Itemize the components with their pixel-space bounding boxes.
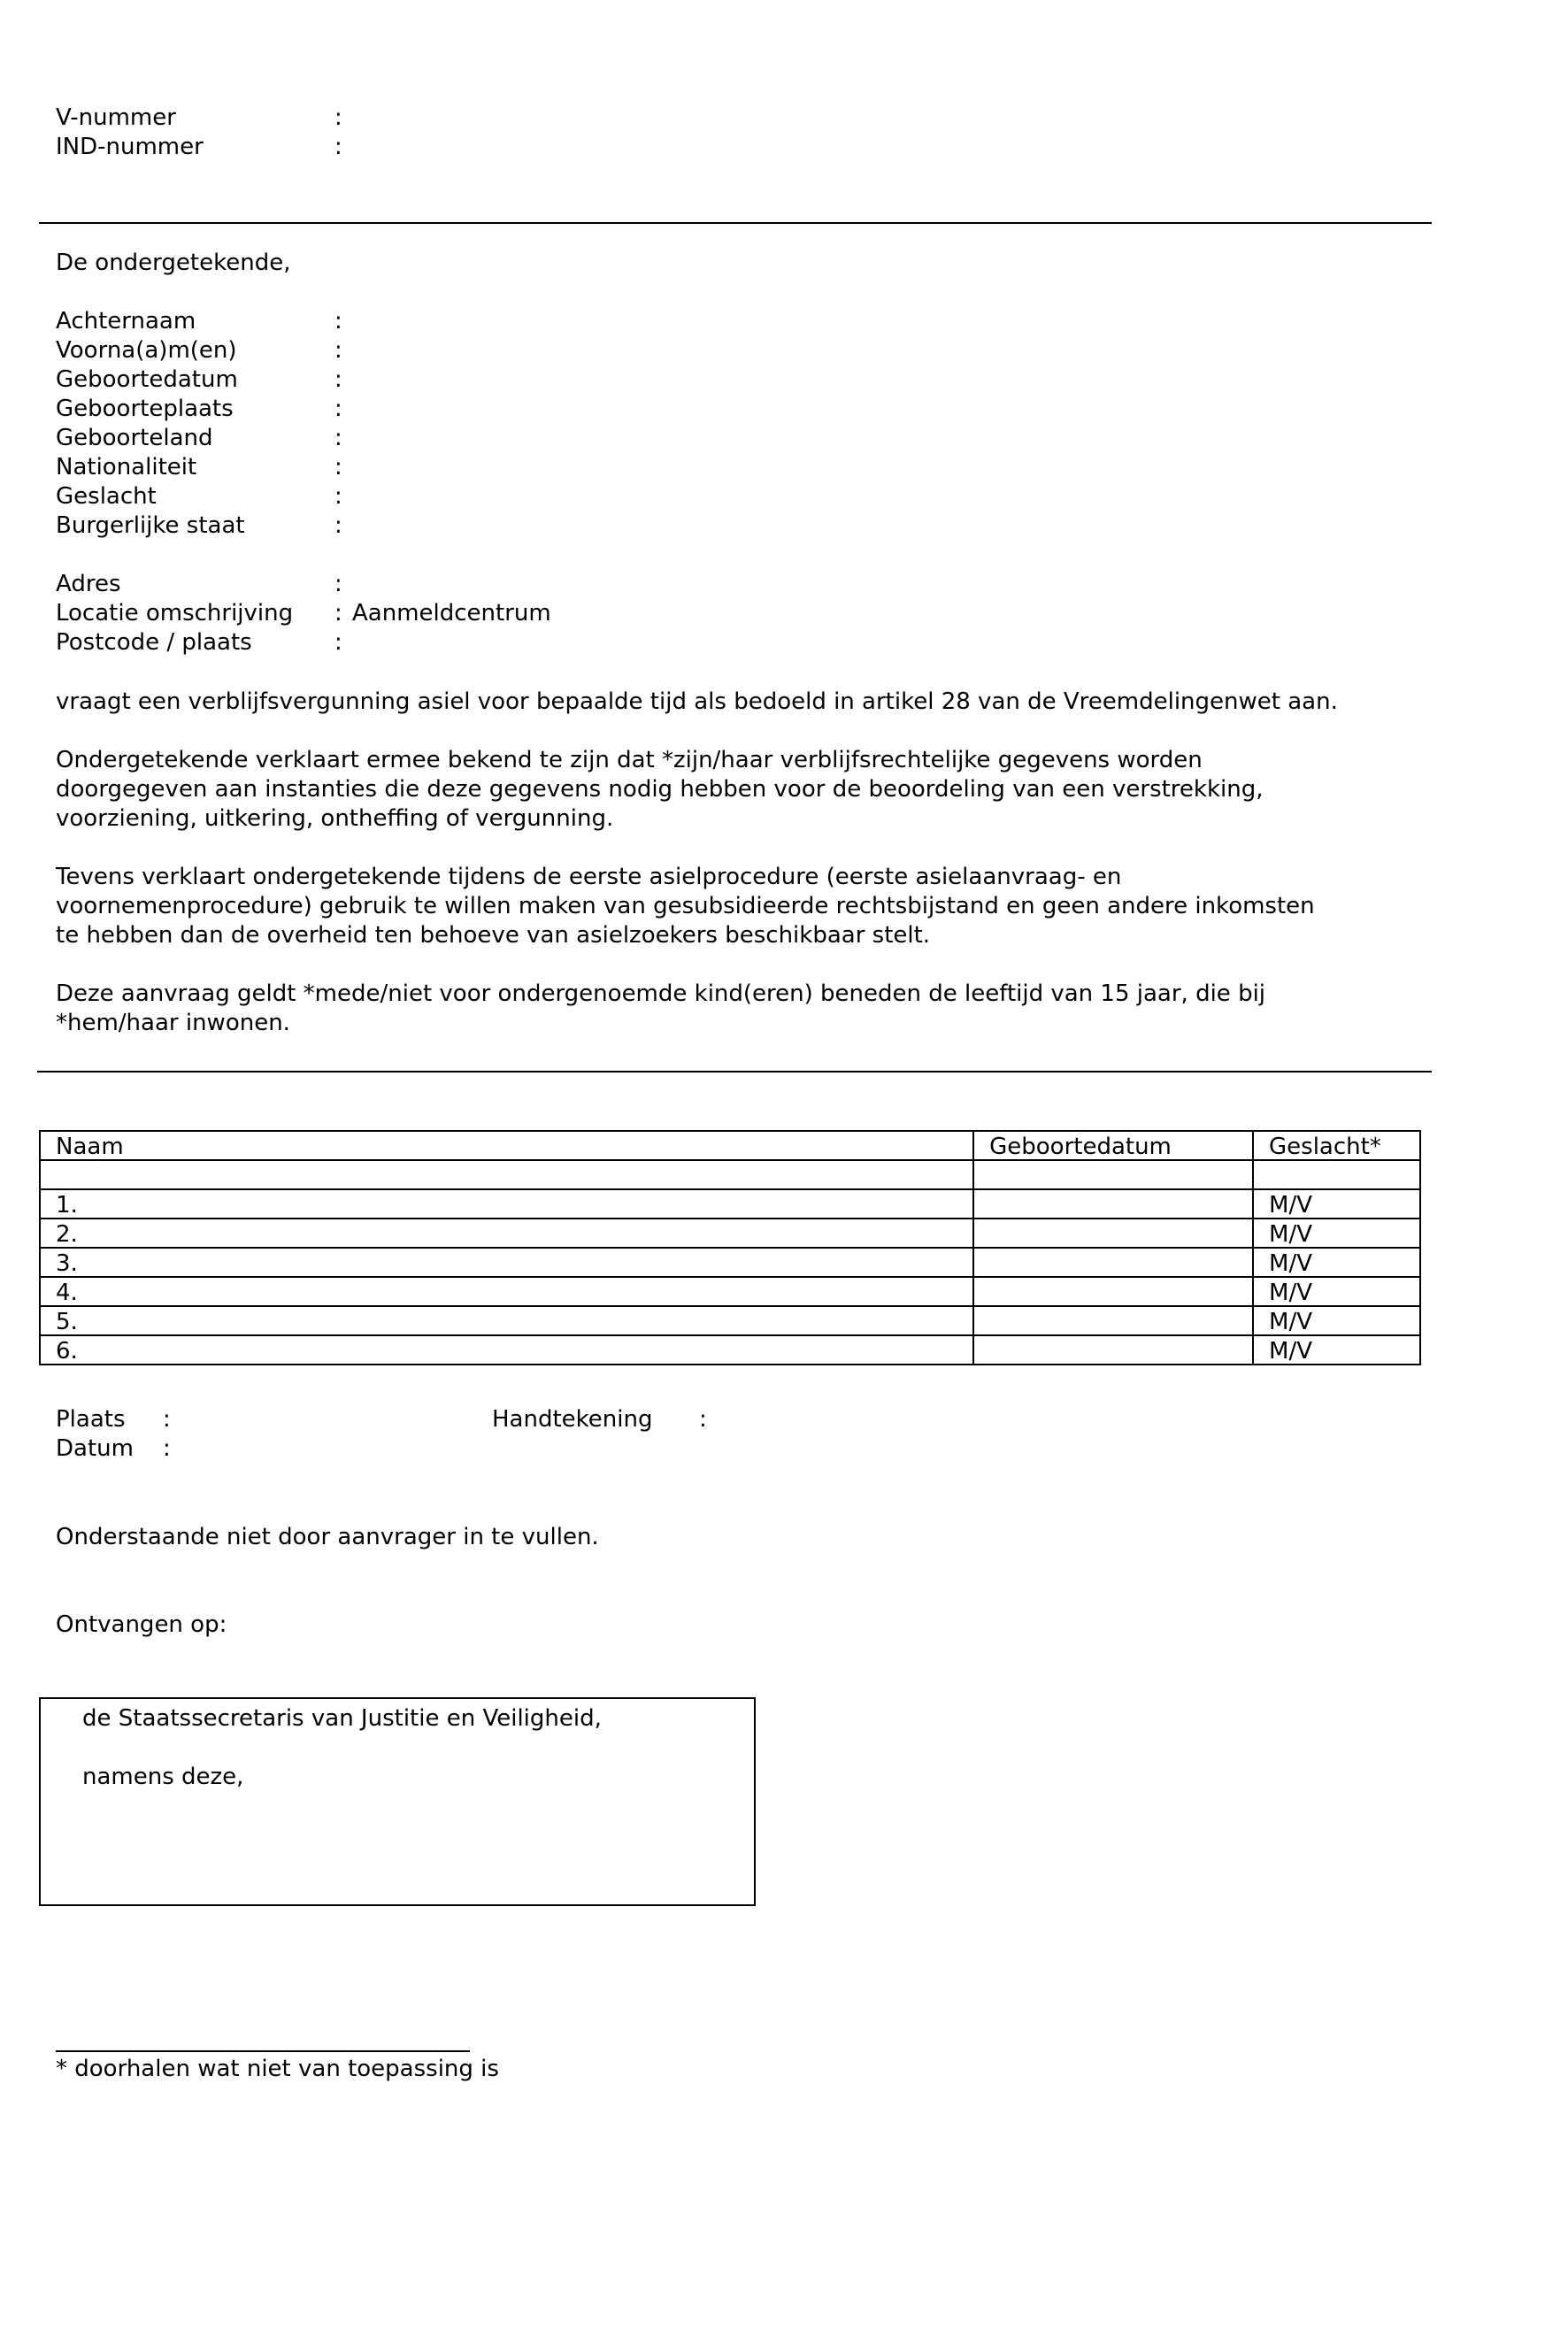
cell-geboortedatum[interactable]	[973, 1335, 1253, 1365]
field-colon: :	[334, 366, 342, 393]
consent-paragraph	[56, 746, 1472, 834]
field-colon: :	[334, 425, 342, 451]
intro-text: De ondergetekende,	[56, 250, 291, 276]
field-label: Postcode / plaats	[56, 629, 252, 656]
field-label: Geslacht	[56, 483, 157, 510]
field-colon: :	[334, 337, 342, 364]
cell-naam[interactable]: 4.	[40, 1277, 973, 1306]
cell-geboortedatum[interactable]	[973, 1248, 1253, 1277]
cell-geboortedatum[interactable]	[973, 1306, 1253, 1335]
children-paragraph	[56, 980, 1472, 1038]
ind-nummer-label: IND-nummer	[56, 134, 204, 160]
official-line-2: namens deze,	[82, 1764, 244, 1790]
field-label: Voorna(a)m(en)	[56, 337, 237, 364]
paragraph-line: Deze aanvraag geldt *mede/niet voor ondergenoemde kind(eren) beneden de leeftijd van 15 jaar, die bij	[56, 980, 1266, 1007]
v-nummer-colon: :	[334, 104, 342, 131]
table-row	[40, 1277, 1420, 1306]
field-colon: :	[334, 396, 342, 422]
footnote: * doorhalen wat niet van toepassing is	[56, 2056, 499, 2082]
field-label: Locatie omschrijving	[56, 600, 294, 627]
handtekening-colon: :	[699, 1406, 707, 1433]
field-colon: :	[334, 512, 342, 539]
plaats-label: Plaats	[56, 1406, 126, 1433]
field-colon: :	[334, 308, 342, 334]
table-row	[40, 1219, 1420, 1248]
field-value: Aanmeldcentrum	[352, 600, 551, 627]
field-colon: :	[334, 454, 342, 481]
field-label: Nationaliteit	[56, 454, 197, 481]
paragraph-line: Ondergetekende verklaart ermee bekend te zijn dat *zijn/haar verblijfsrechtelijke gegevens worden	[56, 747, 1203, 773]
v-nummer-label: V-nummer	[56, 104, 176, 131]
field-label: Achternaam	[56, 308, 196, 334]
field-label: Geboortedatum	[56, 366, 238, 393]
received-label: Ontvangen op:	[56, 1611, 227, 1638]
divider-top	[39, 222, 1432, 224]
cell-geslacht[interactable]: M/V	[1253, 1277, 1420, 1306]
cell-geslacht[interactable]: M/V	[1253, 1335, 1420, 1365]
datum-label: Datum	[56, 1435, 134, 1462]
paragraph-line: doorgegeven aan instanties die deze gegevens nodig hebben voor de beoordeling van een verstrekking,	[56, 776, 1264, 803]
field-colon: :	[334, 629, 342, 656]
paragraph-line: voorziening, uitkering, ontheffing of vergunning.	[56, 805, 614, 832]
field-colon: :	[334, 571, 342, 597]
paragraph-line: te hebben dan de overheid ten behoeve van asielzoekers beschikbaar stelt.	[56, 922, 931, 949]
cell-naam[interactable]: 6.	[40, 1335, 973, 1365]
table-row	[40, 1248, 1420, 1277]
cell-geslacht[interactable]	[1253, 1160, 1420, 1189]
cell-naam[interactable]	[40, 1160, 973, 1189]
cell-geslacht[interactable]: M/V	[1253, 1219, 1420, 1248]
children-table	[39, 1130, 1421, 1365]
cell-geboortedatum[interactable]	[973, 1219, 1253, 1248]
paragraph-line: voornemenprocedure) gebruik te willen maken van gesubsidieerde rechtsbijstand en geen andere inkomsten	[56, 893, 1315, 919]
cell-naam[interactable]: 3.	[40, 1248, 973, 1277]
request-paragraph	[56, 688, 1472, 717]
table-row	[40, 1335, 1420, 1365]
official-use-box	[39, 1697, 756, 1906]
paragraph-line: Tevens verklaart ondergetekende tijdens de eerste asielprocedure (eerste asielaanvraag- en	[56, 864, 1122, 890]
table-header-row	[40, 1131, 1420, 1160]
handtekening-label: Handtekening	[492, 1406, 653, 1433]
header-naam: Naam	[40, 1131, 973, 1160]
datum-colon: :	[163, 1435, 171, 1462]
field-colon: :	[334, 483, 342, 510]
field-label: Geboorteland	[56, 425, 213, 451]
field-label: Geboorteplaats	[56, 396, 234, 422]
field-colon: :	[334, 600, 342, 627]
plaats-colon: :	[163, 1406, 171, 1433]
field-label: Adres	[56, 571, 121, 597]
cell-geboortedatum[interactable]	[973, 1160, 1253, 1189]
cell-naam[interactable]: 5.	[40, 1306, 973, 1335]
table-row	[40, 1160, 1420, 1189]
footnote-rule	[56, 2050, 470, 2052]
paragraph-line: *hem/haar inwonen.	[56, 1010, 290, 1036]
official-line-1: de Staatssecretaris van Justitie en Veiligheid,	[82, 1705, 602, 1732]
cell-geboortedatum[interactable]	[973, 1189, 1253, 1219]
cell-geslacht[interactable]: M/V	[1253, 1189, 1420, 1219]
cell-geboortedatum[interactable]	[973, 1277, 1253, 1306]
cell-geslacht[interactable]: M/V	[1253, 1248, 1420, 1277]
table-row	[40, 1306, 1420, 1335]
cell-geslacht[interactable]: M/V	[1253, 1306, 1420, 1335]
table-row	[40, 1189, 1420, 1219]
header-geslacht: Geslacht*	[1253, 1131, 1420, 1160]
field-label: Burgerlijke staat	[56, 512, 245, 539]
office-note: Onderstaande niet door aanvrager in te vullen.	[56, 1524, 599, 1550]
ind-nummer-colon: :	[334, 134, 342, 160]
legal-aid-paragraph	[56, 863, 1472, 950]
cell-naam[interactable]: 1.	[40, 1189, 973, 1219]
divider-middle	[37, 1071, 1432, 1073]
cell-naam[interactable]: 2.	[40, 1219, 973, 1248]
paragraph-line: vraagt een verblijfsvergunning asiel voor bepaalde tijd als bedoeld in artikel 28 van de Vreemdelingenwet aan.	[56, 688, 1338, 715]
header-geboortedatum: Geboortedatum	[973, 1131, 1253, 1160]
